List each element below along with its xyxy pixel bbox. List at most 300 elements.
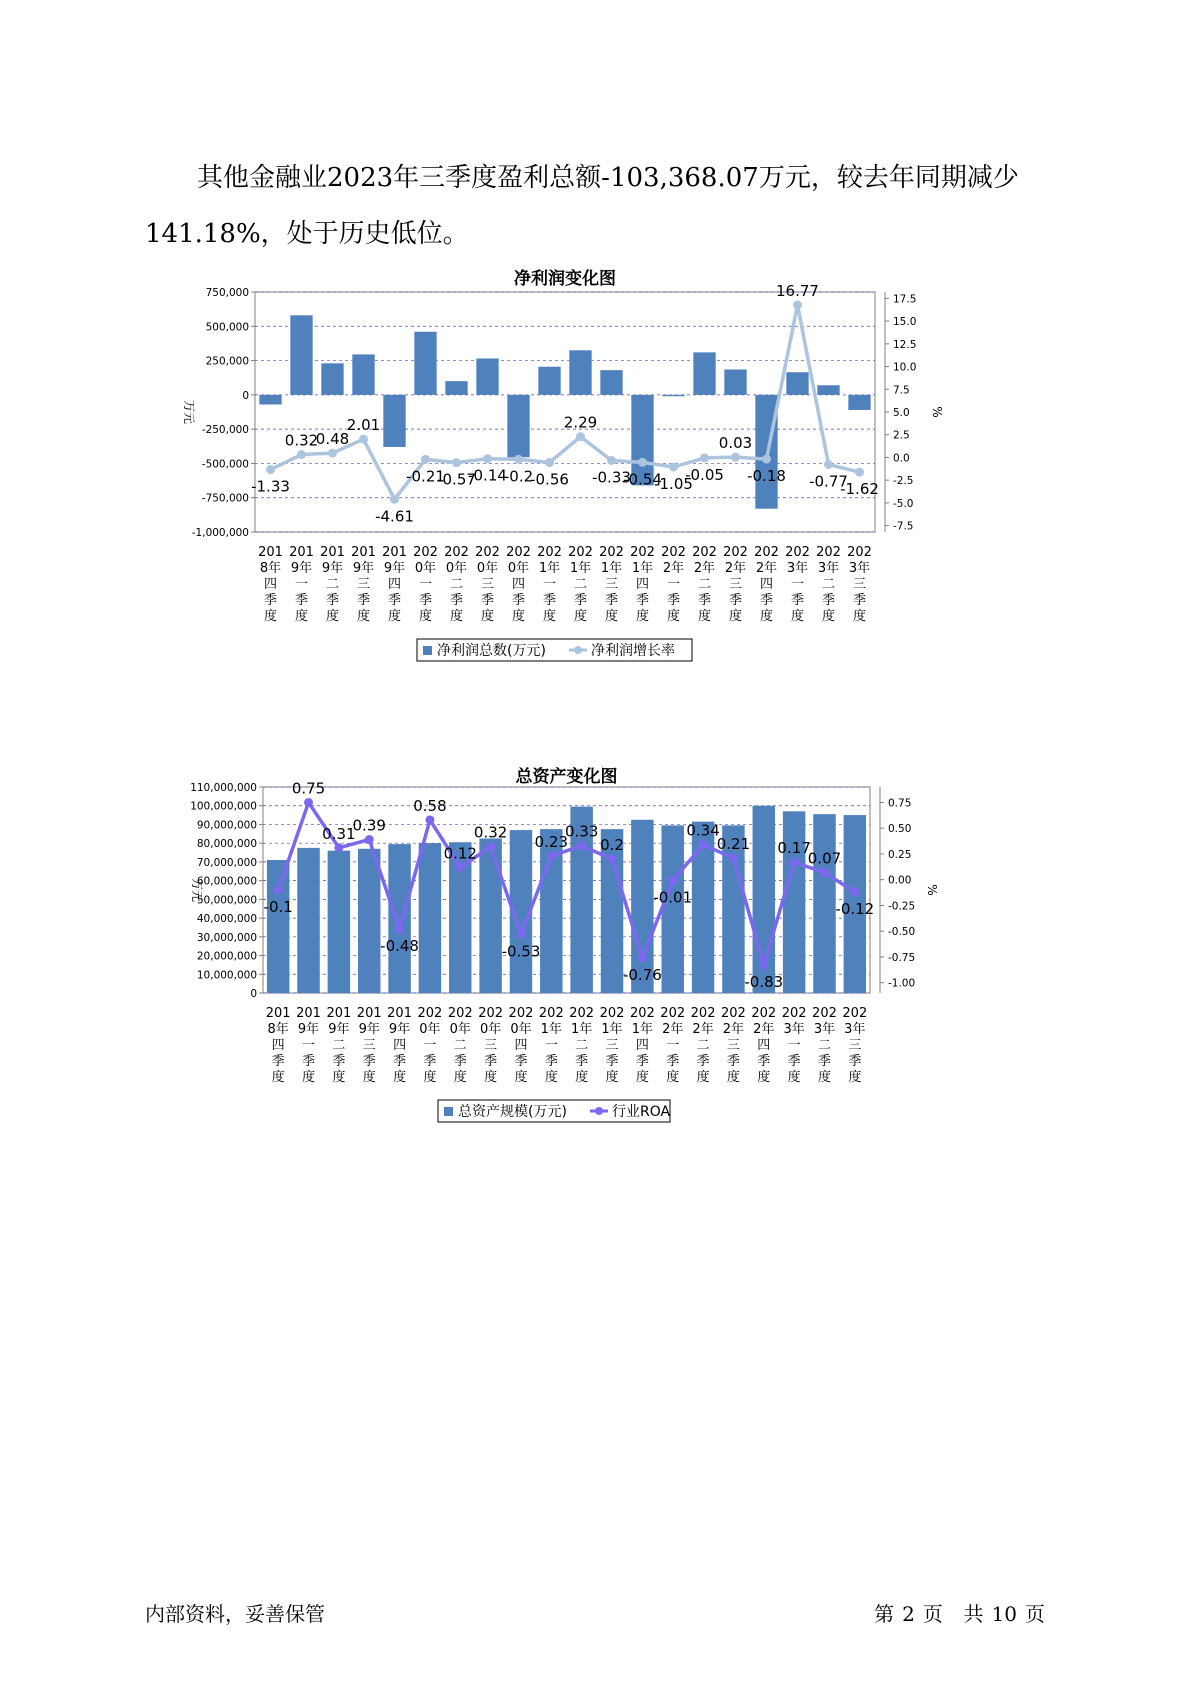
y-left-tick-label: 90,000,000 [196,819,257,832]
data-label: -0.54 [623,470,662,489]
x-tick-label: 度 [480,609,495,624]
bar [786,372,808,395]
line-point [820,868,829,877]
x-tick-label: 202 [816,545,841,560]
bar [538,367,560,395]
data-label: 2.29 [563,413,598,432]
x-tick-label: 1年 [540,1022,562,1037]
summary-paragraph [145,150,1065,262]
x-tick-label: 3年 [817,561,840,576]
x-tick-label: 9年 [388,1022,411,1037]
x-tick-label: 三 [356,577,371,592]
x-tick-label: 三 [604,577,619,592]
x-tick-label: 0年 [479,1022,502,1037]
x-tick-label: 季 [848,1054,862,1069]
data-label: -0.2 [503,467,534,486]
x-tick-label: 季 [302,1054,316,1069]
line-point [516,930,525,939]
x-tick-label: 202 [506,545,531,560]
data-label: 0.12 [443,844,477,863]
x-tick-label: 四 [511,577,526,592]
x-tick-label: 度 [790,609,805,624]
x-tick-label: 季 [542,593,557,608]
total-unit: 页 [1025,1602,1045,1626]
x-tick-label: 202 [692,545,717,560]
y-left-tick-label: 70,000,000 [196,856,257,869]
x-tick-label: 二 [575,1038,589,1053]
x-tick-label: 202 [690,1006,716,1021]
x-tick-label: 1年 [631,561,654,576]
x-tick-label: 202 [660,1006,686,1021]
x-tick-label: 季 [666,593,681,608]
line-point [824,460,833,469]
line-point [483,454,492,463]
data-label: -0.21 [406,467,445,486]
x-tick-label: 201 [351,545,376,560]
x-tick-label: 202 [812,1006,837,1021]
legend-bar-swatch [423,646,432,655]
y-left-tick-label: 0 [250,988,257,1000]
data-label: 0.32 [284,431,319,450]
bar [724,369,746,394]
line-point [793,301,802,310]
legend-line-marker [595,1107,603,1115]
x-tick-label: 二 [573,577,588,592]
x-tick-label: 季 [696,1054,710,1069]
y-right-tick-label: 17.5 [893,293,917,306]
x-tick-label: 二 [453,1038,467,1053]
y-right-tick-label: 5.0 [893,407,910,419]
x-tick-label: 季 [575,1054,589,1069]
x-tick-label: 202 [417,1006,443,1021]
x-tick-label: 季 [821,593,836,608]
x-tick-label: 度 [852,609,867,624]
data-label: -0.33 [592,468,631,487]
x-tick-label: 1年 [600,561,623,576]
summary-line-1: 其他金融业2023年三季度盈利总额-103,368.07万元，较去年同期减少 [197,163,1019,193]
line-point [700,453,709,462]
x-tick-label: 度 [484,1070,498,1085]
x-tick-label: 202 [568,545,593,560]
bar [693,352,715,395]
total-assets-chart [180,760,1040,1220]
data-label: -1.33 [251,477,290,496]
x-tick-label: 度 [575,1070,589,1085]
data-label: -0.76 [622,965,662,984]
x-tick-label: 四 [635,1038,649,1053]
x-tick-label: 季 [604,593,619,608]
y-right-tick-label: 0.00 [888,874,912,887]
x-tick-label: 202 [630,545,655,560]
x-tick-label: 1年 [538,561,561,576]
line-point [304,798,313,807]
x-tick-label: 3年 [848,561,871,576]
data-label: -0.57 [437,470,476,489]
line-point [545,458,554,467]
data-label: -0.77 [809,472,848,491]
y-left-tick-label: -1,000,000 [191,527,249,539]
x-tick-label: 0年 [507,561,530,576]
x-tick-label: 202 [661,545,686,560]
x-tick-label: 9年 [383,561,406,576]
bar [290,315,312,395]
x-tick-label: 2年 [755,561,778,576]
bar [848,395,870,410]
x-tick-label: 9年 [290,561,313,576]
line-point [514,455,523,464]
x-tick-label: 202 [478,1006,504,1021]
y-left-tick-label: 750,000 [205,287,249,299]
data-label: 2.01 [346,416,381,435]
x-tick-label: 度 [387,609,402,624]
x-tick-label: 度 [544,1070,558,1085]
x-tick-label: 度 [635,609,650,624]
x-tick-label: 季 [294,593,309,608]
x-tick-label: 8年 [259,561,282,576]
x-tick-label: 202 [842,1006,868,1021]
y-right-tick-label: -0.50 [888,926,916,939]
x-tick-label: 202 [508,1006,534,1021]
x-tick-label: 0年 [419,1022,441,1037]
x-tick-label: 季 [757,1054,771,1069]
x-tick-label: 202 [413,545,438,560]
x-tick-label: 度 [666,1070,680,1085]
chart-title: 总资产变化图 [515,767,618,787]
x-tick-label: 四 [757,1038,771,1053]
x-tick-label: 度 [848,1070,862,1085]
x-tick-label: 二 [817,1038,831,1053]
y-right-tick-label: 12.5 [893,338,917,351]
x-tick-label: 度 [514,1070,528,1085]
x-tick-label: 1年 [571,1022,593,1037]
x-tick-label: 201 [258,545,283,560]
x-tick-label: 度 [696,1070,710,1085]
y-right-tick-label: 7.5 [893,384,910,397]
x-tick-label: 度 [573,609,588,624]
y-left-tick-label: 500,000 [205,321,249,334]
line-point [425,815,434,824]
x-tick-label: 度 [666,609,681,624]
x-tick-label: 度 [821,609,836,624]
data-label: -0.01 [653,888,693,907]
x-tick-label: 季 [790,593,805,608]
line-point [577,841,586,850]
data-label: -1.05 [654,475,693,493]
x-tick-label: 度 [542,609,557,624]
bar [476,359,498,395]
data-label: 0.2 [600,836,624,855]
x-tick-label: 一 [302,1038,316,1053]
x-tick-label: 9年 [352,561,375,576]
data-label: 0.23 [534,833,569,852]
y-right-tick-label: 0.0 [893,452,910,465]
x-tick-label: 季 [697,593,712,608]
x-tick-label: 度 [449,609,464,624]
chart-title: 净利润变化图 [514,269,616,289]
y-left-tick-label: -250,000 [201,424,249,437]
x-tick-label: 季 [387,593,402,608]
line-point [576,432,585,441]
line-point [850,888,859,897]
line-point [274,886,283,895]
x-tick-label: 度 [697,609,712,624]
x-tick-label: 201 [387,1006,412,1021]
x-tick-label: 季 [852,593,867,608]
y-right-tick-label: 0.75 [888,797,912,810]
x-tick-label: 季 [666,1054,680,1069]
x-tick-label: 二 [821,577,836,592]
y-left-tick-label: -750,000 [201,492,249,505]
x-tick-label: 度 [511,609,526,624]
x-tick-label: 四 [514,1038,528,1053]
line-point [699,840,708,849]
y-left-tick-label: -500,000 [201,458,249,471]
legend-line-marker [574,646,582,654]
footer-page-number [870,1598,1049,1627]
x-tick-label: 一 [666,577,681,592]
y-right-tick-label: 0.25 [888,848,912,861]
data-label: -4.61 [375,507,414,526]
line-point [668,876,677,885]
x-tick-label: 季 [263,593,278,608]
x-tick-label: 四 [271,1038,285,1053]
x-tick-label: 一 [418,577,433,592]
y-right-tick-label: -0.75 [888,951,916,964]
x-tick-label: 度 [418,609,433,624]
x-tick-label: 202 [569,1006,595,1021]
x-tick-label: 202 [599,545,624,560]
bar [352,354,374,394]
legend-line-label: 净利润增长率 [591,643,675,659]
legend-bar-label: 净利润总数(万元) [437,643,546,659]
bar [569,350,591,395]
x-tick-label: 季 [453,1054,467,1069]
net-profit-chart [180,262,1040,722]
x-tick-label: 一 [787,1038,801,1053]
line-point [266,465,275,474]
line-point [608,855,617,864]
data-label: -0.83 [744,973,784,992]
x-tick-label: 三 [480,577,495,592]
x-tick-label: 201 [326,1006,352,1021]
x-tick-label: 一 [294,577,309,592]
x-tick-label: 度 [332,1070,346,1085]
x-tick-label: 季 [726,1054,740,1069]
data-label: 0.39 [352,816,386,835]
x-tick-label: 9年 [358,1022,380,1037]
x-tick-label: 202 [538,1006,564,1021]
x-tick-label: 二 [332,1038,346,1053]
line-point [731,453,740,462]
x-tick-label: 3年 [844,1022,866,1037]
x-tick-label: 季 [759,593,774,608]
x-tick-label: 三 [605,1038,619,1053]
y-right-axis-title: % [925,884,939,896]
x-tick-label: 四 [393,1038,407,1053]
line-point [395,925,404,934]
bar [383,395,405,447]
y-right-tick-label: 0.50 [888,823,912,836]
data-label: 0.03 [718,434,753,453]
line-point [334,843,343,852]
x-tick-label: 0年 [445,561,468,576]
y-left-tick-label: 250,000 [205,355,249,368]
y-left-tick-label: 60,000,000 [196,875,257,888]
x-tick-label: 三 [726,1038,740,1053]
x-tick-label: 2年 [722,1022,745,1037]
bar [479,839,501,994]
y-right-tick-label: -1.00 [888,977,916,990]
total-num: 10 [991,1602,1017,1626]
x-tick-label: 9年 [297,1022,320,1037]
x-tick-label: 季 [480,593,495,608]
line-point [762,455,771,464]
x-tick-label: 二 [449,577,464,592]
x-tick-label: 0年 [414,561,437,576]
line-point [607,456,616,465]
data-label: 0.32 [473,823,508,842]
x-tick-label: 三 [362,1038,376,1053]
x-tick-label: 季 [635,593,650,608]
x-tick-label: 度 [787,1070,801,1085]
bar [661,825,683,993]
data-label: 0.75 [291,779,326,798]
x-tick-label: 二 [325,577,340,592]
x-tick-label: 四 [387,577,402,592]
data-label: -0.05 [685,465,724,484]
x-tick-label: 四 [635,577,650,592]
x-tick-label: 度 [726,1070,740,1085]
x-tick-label: 202 [721,1006,746,1021]
footer-confidential-note: 内部资料，妥善保管 [145,1602,325,1626]
line-point [421,455,430,464]
y-right-tick-label: 10.0 [893,361,917,374]
line-point [452,458,461,467]
x-tick-label: 202 [723,545,748,560]
line-point [547,852,556,861]
page-unit: 页 [922,1602,943,1626]
x-tick-label: 202 [629,1006,655,1021]
x-tick-label: 度 [362,1070,376,1085]
page-num: 2 [902,1602,915,1626]
x-tick-label: 0年 [476,561,499,576]
bar [259,395,281,405]
x-tick-label: 2年 [692,1022,714,1037]
x-tick-label: 1年 [569,561,592,576]
x-tick-label: 四 [263,577,278,592]
x-tick-label: 季 [484,1054,498,1069]
x-tick-label: 季 [573,593,588,608]
x-tick-label: 一 [666,1038,680,1053]
total-prefix: 共 [963,1602,984,1626]
x-tick-label: 2年 [753,1022,775,1037]
x-tick-label: 3年 [786,561,809,576]
data-label: 0.31 [322,824,356,843]
line-point [790,858,799,867]
y-right-tick-label: -0.25 [888,900,916,913]
data-label: -0.12 [835,900,875,919]
x-tick-label: 三 [728,577,743,592]
x-tick-label: 9年 [328,1022,350,1037]
data-label: 0.21 [716,835,751,854]
x-tick-label: 度 [759,609,774,624]
bar [445,381,467,395]
line-point [456,863,465,872]
y-left-tick-label: 50,000,000 [196,894,257,907]
data-label: -0.48 [380,937,419,956]
x-tick-label: 0年 [449,1022,471,1037]
x-tick-label: 度 [423,1070,437,1085]
x-tick-label: 度 [757,1070,771,1085]
x-tick-label: 201 [289,545,314,560]
y-left-tick-label: 40,000,000 [196,913,257,926]
y-right-tick-label: -7.5 [893,520,914,533]
data-label: 0.17 [777,839,811,858]
page-prefix: 第 [874,1602,895,1626]
x-tick-label: 四 [759,577,774,592]
x-tick-label: 度 [263,609,278,624]
x-tick-label: 季 [514,1054,528,1069]
bar [600,370,622,395]
data-label: 0.34 [686,821,720,840]
x-tick-label: 季 [605,1054,619,1069]
y-right-axis-title: % [930,406,944,418]
x-tick-label: 季 [511,593,526,608]
x-tick-label: 度 [453,1070,467,1085]
data-label: -0.53 [501,942,541,961]
x-tick-label: 季 [332,1054,346,1069]
x-tick-label: 202 [781,1006,807,1021]
data-label: 0.33 [564,822,599,841]
x-tick-label: 度 [294,609,309,624]
line-point [855,468,864,477]
x-tick-label: 度 [817,1070,831,1085]
line-point [486,842,495,851]
x-tick-label: 3年 [783,1022,805,1037]
data-label: -0.56 [530,470,569,489]
bar [419,843,441,993]
x-tick-label: 度 [302,1070,316,1085]
x-tick-label: 202 [599,1006,625,1021]
x-tick-label: 2年 [662,1022,684,1037]
y-right-tick-label: 15.0 [893,316,917,329]
bar [358,849,380,993]
x-tick-label: 度 [635,1070,649,1085]
x-tick-label: 季 [356,593,371,608]
line-point [328,449,337,458]
y-left-axis-title: 万元 [182,399,196,425]
x-tick-label: 度 [605,1070,619,1085]
x-tick-label: 度 [325,609,340,624]
y-left-tick-label: 80,000,000 [196,838,257,851]
x-tick-label: 202 [444,545,469,560]
line-point [638,458,647,467]
bar [662,395,684,396]
x-tick-label: 201 [265,1006,291,1021]
x-tick-label: 季 [728,593,743,608]
x-tick-label: 一 [423,1038,437,1053]
summary-line-2: 141.18%，处于历史低位。 [145,219,469,249]
x-tick-label: 一 [544,1038,558,1053]
x-tick-label: 202 [447,1006,473,1021]
x-tick-label: 201 [296,1006,321,1021]
x-tick-label: 2年 [693,561,716,576]
y-left-tick-label: 20,000,000 [196,950,257,963]
x-tick-label: 季 [393,1054,407,1069]
data-label: -1.62 [840,480,879,499]
x-tick-label: 202 [785,545,810,560]
x-tick-label: 季 [362,1054,376,1069]
